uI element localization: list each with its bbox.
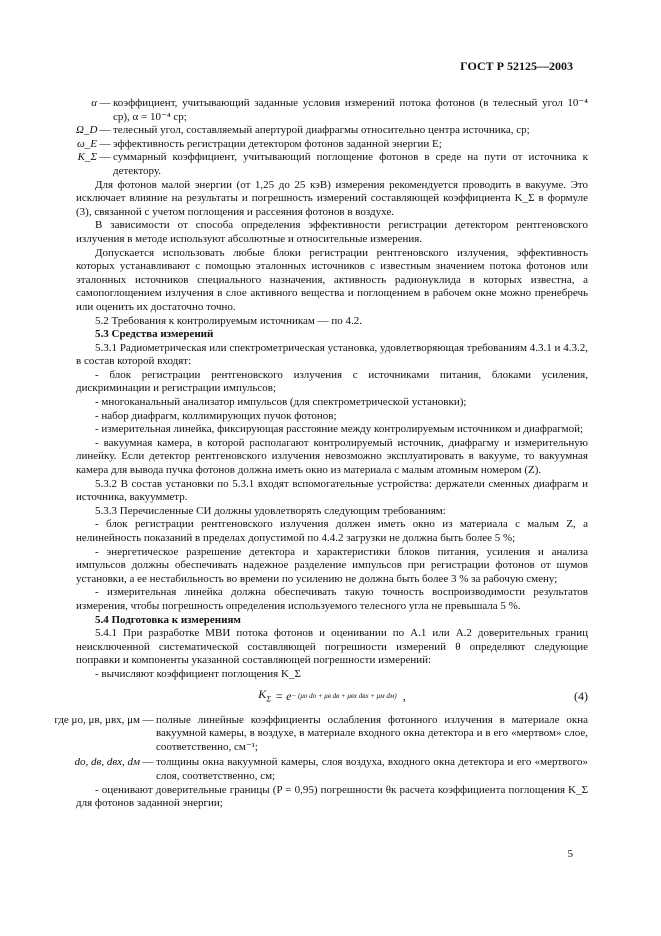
gdef-text: толщины окна вакуумной камеры, слоя воздуха, входного окна детектора и его «мертвого» слоя, соответственно, см; bbox=[156, 756, 588, 782]
definition-omega-e: ω_E — эффективность регистрации детектором фотонов заданной энергии E; bbox=[76, 138, 588, 152]
clause-5-3-1: 5.3.1 Радиометрическая или спектрометрическая установка, удовлетворяющая требованиям 4.3.1 и 4.3.2, в состав которой входят: bbox=[76, 341, 588, 368]
definition-text: эффективность регистрации детектором фотонов заданной энергии E; bbox=[113, 137, 442, 150]
formula-eq: = e bbox=[275, 688, 292, 703]
definition-symbol: ω_E bbox=[77, 137, 97, 150]
page-number: 5 bbox=[567, 848, 573, 860]
gdef-symbols: dо, dв, dвх, dм bbox=[74, 756, 140, 769]
formula-exponent: − (μо dо + μв dв + μвх dвх + μм dм) bbox=[291, 691, 397, 700]
clause-5-3-3: 5.3.3 Перечисленные СИ должны удовлетворять следующим требованиям: bbox=[95, 504, 446, 517]
list-item: - вычисляют коэффициент поглощения K_Σ bbox=[95, 667, 301, 680]
definition-symbol: Ω_D bbox=[76, 124, 98, 137]
list-item: - энергетическое разрешение детектора и характеристики блоков питания, усиления и анализа импульсов должны обеспечивать надежное разделение импульсов при регистрации фотонов от шумов установки, а ее нестабильность во времени по усилению не должна быть более 3 % за рабочую смену; bbox=[76, 545, 588, 585]
formula-4 bbox=[76, 682, 588, 712]
clause-5-2: 5.2 Требования к контролируемым источникам — по 4.2. bbox=[95, 314, 362, 327]
list-item: - вакуумная камера, в которой располагают контролируемый источник, диафрагму и измерительную линейку. Если детектор рентгеновского излучения невозможно эксплуатировать в вакууме, то вакуумная камера для вывода пучка фотонов должна иметь окно из материала с малым атомным номером (Z). bbox=[76, 436, 588, 477]
list-item: - многоканальный анализатор импульсов (для спектрометрической установки); bbox=[95, 396, 467, 409]
list-item: - набор диафрагм, коллимирующих пучок фотонов; bbox=[95, 409, 337, 422]
paragraph: Допускается использовать любые блоки регистрации рентгеновского излучения, эффективность которых устанавливают с помощью эталонных источников с известным значением потока фотонов или эталонных источников специального назначения, активность радионуклида в которых известна, а самопоглощением излучения в слое активного вещества и поглощением в рабочем окне можно пренебречь или оценить их достаточно точно. bbox=[76, 246, 588, 313]
clause-5-3-2: 5.3.2 В состав установки по 5.3.1 входят вспомогательные устройства: держатели сменных диафрагм и источника, вакуумметр. bbox=[76, 477, 588, 504]
definition-symbol: K_Σ bbox=[77, 151, 97, 164]
list-item: - оценивают доверительные границы (P = 0,95) погрешности θк расчета коэффициента поглощения K_Σ для фотонов заданной энергии; bbox=[76, 783, 588, 810]
paragraph: В зависимости от способа определения эффективности регистрации детектором рентгеновского излучения в методе используют абсолютные и относительные измерения. bbox=[76, 219, 588, 245]
formula-tail: , bbox=[402, 688, 406, 703]
definition-k-sigma: K_Σ — суммарный коэффициент, учитывающий поглощение фотонов в среде на пути от источника к детектору. bbox=[77, 151, 588, 177]
page-content bbox=[54, 97, 588, 811]
list-item: - измерительная линейка, фиксирующая расстояние между контролируемым источником и диафрагмой; bbox=[95, 423, 584, 436]
definition-omega-d: Ω_D — телесный угол, составляемый апертурой диафрагмы относительно центра источника, ср; bbox=[76, 124, 588, 138]
clause-5-4-1: 5.4.1 При разработке МВИ потока фотонов и оценивании по А.1 или А.2 доверительных границ неисключенной систематической составляющей погрешности измерений θ определяют следующие поправки и компоненты указанной составляющей погрешности измерений: bbox=[76, 627, 588, 667]
definition-text: коэффициент, учитывающий заданные условия измерений потока фотонов (в телесный угол 10⁻⁴ ср), α = 10⁻⁴ ср; bbox=[113, 97, 588, 123]
document-id: ГОСТ Р 52125—2003 bbox=[460, 59, 573, 73]
gdef-d: dо, dв, dвх, dм — толщины окна вакуумной камеры, слоя воздуха, входного окна детектора и его «мертвого» слоя, соответственно, см; bbox=[0, 756, 588, 783]
gdef-symbols: где μо, μв, μвх, μм bbox=[54, 713, 140, 726]
section-heading-5-3: 5.3 Средства измерений bbox=[95, 328, 214, 341]
formula-number: (4) bbox=[574, 688, 588, 703]
list-item: - измерительная линейка должна обеспечивать такую точность воспроизводимости результатов измерения, чтобы погрешность определения используемого телесного угла не превышала 5 %. bbox=[76, 586, 588, 612]
section-heading-5-4: 5.4 Подготовка к измерениям bbox=[95, 613, 241, 626]
definition-text: суммарный коэффициент, учитывающий поглощение фотонов в среде на пути от источника к детектору. bbox=[113, 151, 588, 177]
paragraph: Для фотонов малой энергии (от 1,25 до 25 кэВ) измерения рекомендуется проводить в вакууме. Это исключает влияние на результаты и погрешность измерений составляющей коэффициента K_Σ в формуле (3), связанной с учетом поглощения и рассеяния фотонов в воздухе. bbox=[76, 178, 588, 218]
gdef-mu: где μо, μв, μвх, μм — полные линейные коэффициенты ослабления фотонного излучения в материале окна вакуумной камеры, в воздухе, в материале входного окна детектора и в его «мертвом» слое, соответственно, см⁻¹; bbox=[0, 714, 588, 755]
definition-alpha: α — коэффициент, учитывающий заданные условия измерений потока фотонов (в телесный угол 10⁻⁴ ср), α = 10⁻⁴ ср; bbox=[76, 97, 588, 124]
gdef-text: полные линейные коэффициенты ослабления фотонного излучения в материале окна вакуумной камеры, в воздухе, в материале входного окна детектора и в его «мертвом» слое, соответственно, см⁻¹; bbox=[156, 713, 588, 753]
formula-lhs: $K_\Sigma$ bbox=[258, 686, 272, 703]
definition-text: телесный угол, составляемый апертурой диафрагмы относительно центра источника, ср; bbox=[113, 124, 530, 137]
list-item: - блок регистрации рентгеновского излучения должен иметь окно из материала с малым Z, а нелинейность показаний в пределах допустимой по 4.4.2 загрузки не должна быть более 5 %; bbox=[76, 518, 588, 544]
list-item: - блок регистрации рентгеновского излучения с источниками питания, блоками усиления, дискриминации и регистрации импульсов; bbox=[76, 368, 588, 395]
definition-symbol: α bbox=[91, 97, 97, 109]
